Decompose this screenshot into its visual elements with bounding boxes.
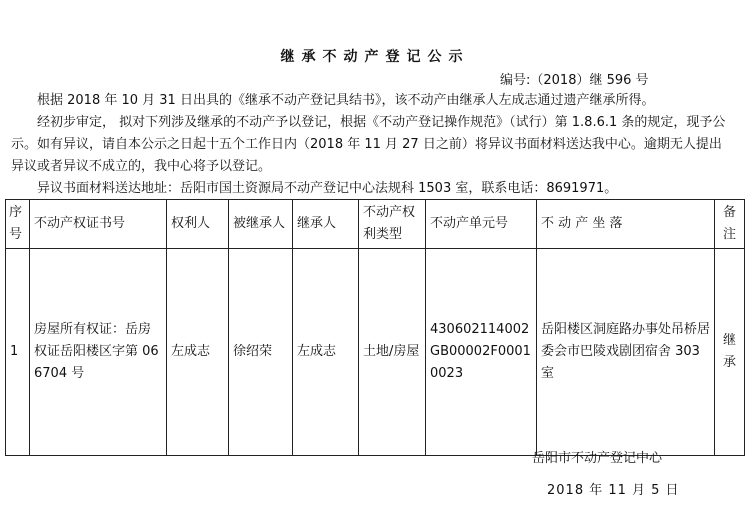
cell-right-holder: 左成志: [167, 249, 229, 456]
cell-unit-no: 430602114002GB00002F00010023: [426, 249, 537, 456]
header-unit-no: 不动产单元号: [426, 200, 537, 249]
cell-cert-no: 房屋所有权证：岳房权证岳阳楼区字第 066704 号: [30, 249, 167, 456]
table-row: [6, 249, 745, 456]
document-number: 编号:（2018）继 596 号: [500, 73, 649, 88]
cell-decedent: 徐绍荣: [229, 249, 293, 456]
cell-right-type: 土地/房屋: [359, 249, 426, 456]
cell-location: 岳阳楼区洞庭路办事处吊桥居委会市巴陵戏剧团宿舍 303 室: [537, 249, 715, 456]
header-seq: 序号: [6, 200, 30, 249]
issue-date: 2018 年 11 月 5 日: [547, 483, 680, 498]
document-title: 继承不动产登记公示: [280, 49, 470, 65]
cell-seq: 1: [6, 249, 30, 456]
paragraph-objection-address: 异议书面材料送达地址：岳阳市国土资源局不动产登记中心法规科 1503 室，联系电话：8691971。: [37, 181, 618, 196]
header-decedent: 被继承人: [229, 200, 293, 249]
header-right-type: 不动产权利类型: [359, 200, 426, 249]
header-remark: 备注: [715, 200, 745, 249]
header-heir: 继承人: [293, 200, 359, 249]
property-table: [5, 199, 745, 456]
header-location: 不 动 产 坐 落: [537, 200, 715, 249]
table-header-row: [6, 200, 745, 249]
paragraph-basis: 根据 2018 年 10 月 31 日出具的《继承不动产登记具结书》，该不动产由继承人左成志通过遗产继承所得。: [37, 93, 655, 108]
issuer-signature: 岳阳市不动产登记中心: [532, 451, 663, 466]
cell-heir: 左成志: [293, 249, 359, 456]
header-cert-no: 不动产权证书号: [30, 200, 167, 249]
cell-remark: 继承: [715, 249, 745, 456]
header-right-holder: 权利人: [167, 200, 229, 249]
paragraph-notice: 经初步审定， 拟对下列涉及继承的不动产予以登记，根据《不动产登记操作规范》（试行）第 1.8.6.1 条的规定，现予公示。如有异议，请自本公示之日起十五个工作日内（2018 年 11 月 27 日之前）将异议书面材料送达我中心。逾期无人提出异议或者异议不成立的，我中心将予以登记。: [11, 115, 726, 174]
